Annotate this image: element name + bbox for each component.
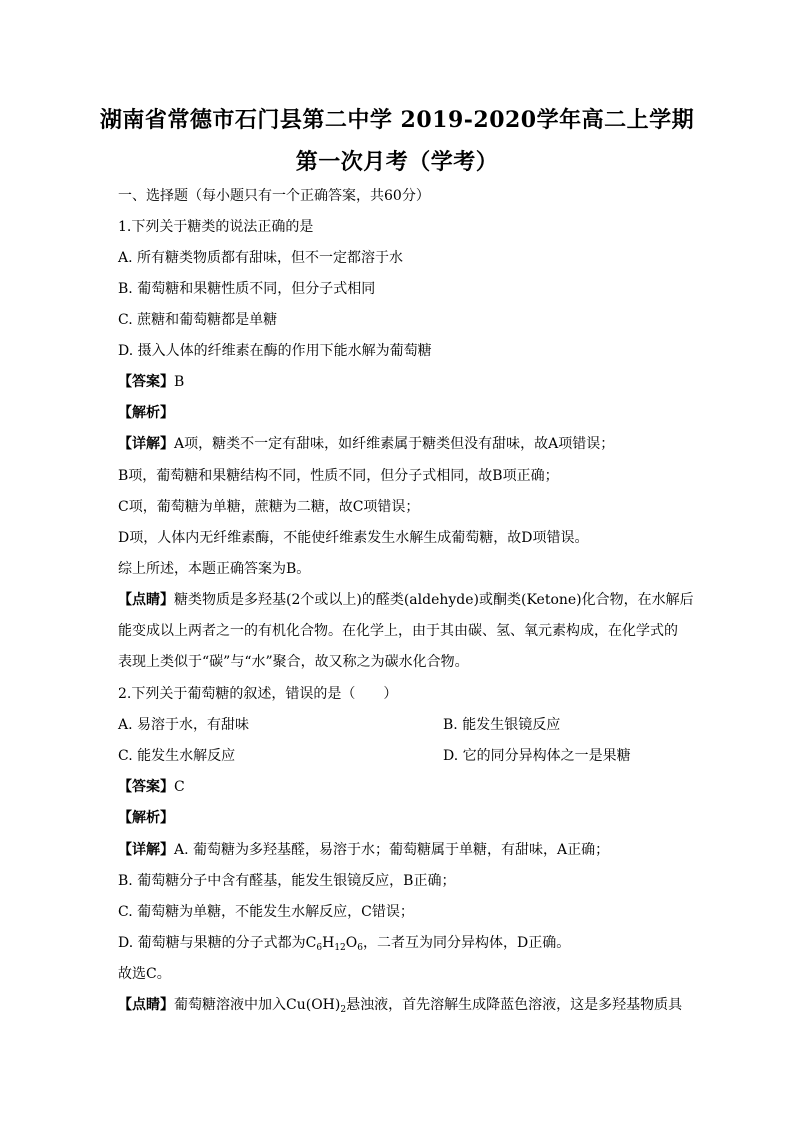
q2-stem: 2.下列关于葡萄糖的叙述，错误的是（ ） bbox=[118, 686, 398, 702]
note-pre: 葡萄糖溶液中加入Cu(OH) bbox=[174, 997, 341, 1013]
answer-tag: 【答案】 bbox=[118, 374, 174, 390]
q1-stem: 1.下列关于糖类的说法正确的是 bbox=[118, 219, 314, 235]
answer-tag: 【答案】 bbox=[118, 779, 174, 795]
q1-detail-3: C项，葡萄糖为单糖，蔗糖为二糖，故C项错误； bbox=[118, 499, 420, 515]
q1-answer bbox=[118, 372, 678, 392]
q2-detail-2: B. 葡萄糖分子中含有醛基，能发生银镜反应，B正确； bbox=[118, 873, 456, 889]
detail-tag: 【详解】 bbox=[118, 842, 174, 858]
note-post: 悬浊液，首先溶解生成降蓝色溶液，这是多羟基物质具 bbox=[346, 997, 683, 1013]
q2-option-c: C. 能发生水解反应 bbox=[118, 748, 236, 764]
q1-detail-2: B项，葡萄糖和果糖结构不同，性质不同，但分子式相同，故B项正确； bbox=[118, 468, 559, 484]
q1-note-1 bbox=[118, 590, 694, 610]
q2-analysis-tag: 【解析】 bbox=[118, 810, 174, 826]
q1-note-2: 能变成以上两者之一的有机化合物。在化学上，由于其由碳、氢、氧元素构成，在化学式的 bbox=[118, 623, 678, 639]
q2-option-a: A. 易溶于水，有甜味 bbox=[118, 717, 250, 733]
section-heading: 一、选择题（每小题只有一个正确答案，共60分） bbox=[118, 188, 430, 204]
q1-summary: 综上所述，本题正确答案为B。 bbox=[118, 561, 311, 577]
note-text: 糖类物质是多羟基(2个或以上)的醛类(aldehyde)或酮类(Ketone)化合物，在水解后 bbox=[174, 592, 694, 608]
q2-option-b: B. 能发生银镜反应 bbox=[443, 717, 561, 733]
note-tag: 【点睛】 bbox=[118, 997, 174, 1013]
q2-note-1 bbox=[118, 995, 683, 1015]
answer-value: C bbox=[174, 779, 185, 795]
q1-note-3: 表现上类似于“碳”与“水”聚合，故又称之为碳水化合物。 bbox=[118, 654, 469, 670]
q2-detail-4 bbox=[118, 933, 678, 953]
q1-detail-4: D项，人体内无纤维素酶，不能使纤维素发生水解生成葡萄糖，故D项错误。 bbox=[118, 530, 589, 546]
detail-text: A项，糖类不一定有甜味，如纤维素属于糖类但没有甜味，故A项错误； bbox=[174, 436, 615, 452]
doc-title-line1: 湖南省常德市石门县第二中学 2019-2020学年高二上学期 bbox=[99, 107, 695, 133]
q1-detail-1 bbox=[118, 434, 678, 454]
detail-text: A. 葡萄糖为多羟基醛，易溶于水；葡萄糖属于单糖，有甜味，A正确； bbox=[174, 842, 610, 858]
q2-option-d: D. 它的同分异构体之一是果糖 bbox=[443, 748, 631, 764]
detail-d-pre: D. 葡萄糖与果糖的分子式都为 bbox=[118, 935, 306, 951]
q1-analysis-tag: 【解析】 bbox=[118, 405, 174, 421]
q1-option-a: A. 所有糖类物质都有甜味，但不一定都溶于水 bbox=[118, 250, 404, 266]
glucose-formula: $C_6H_{12}O_6$ bbox=[305, 935, 363, 953]
doc-title-line2: 第一次月考（学考） bbox=[295, 149, 499, 175]
q2-detail-3: C. 葡萄糖为单糖，不能发生水解反应，C错误； bbox=[118, 904, 414, 920]
note-tag: 【点睛】 bbox=[118, 592, 174, 608]
detail-d-post: ，二者互为同分异构体，D正确。 bbox=[362, 935, 571, 951]
answer-value: B bbox=[174, 374, 185, 390]
q2-answer bbox=[118, 777, 678, 797]
q2-conclusion: 故选C。 bbox=[118, 966, 171, 982]
q1-option-d: D. 摄入人体的纤维素在酶的作用下能水解为葡萄糖 bbox=[118, 343, 432, 359]
note-sub: 2 bbox=[340, 1005, 347, 1015]
detail-tag: 【详解】 bbox=[118, 436, 174, 452]
q2-detail-1 bbox=[118, 840, 678, 860]
q1-option-b: B. 葡萄糖和果糖性质不同，但分子式相同 bbox=[118, 281, 376, 297]
q1-option-c: C. 蔗糖和葡萄糖都是单糖 bbox=[118, 312, 278, 328]
